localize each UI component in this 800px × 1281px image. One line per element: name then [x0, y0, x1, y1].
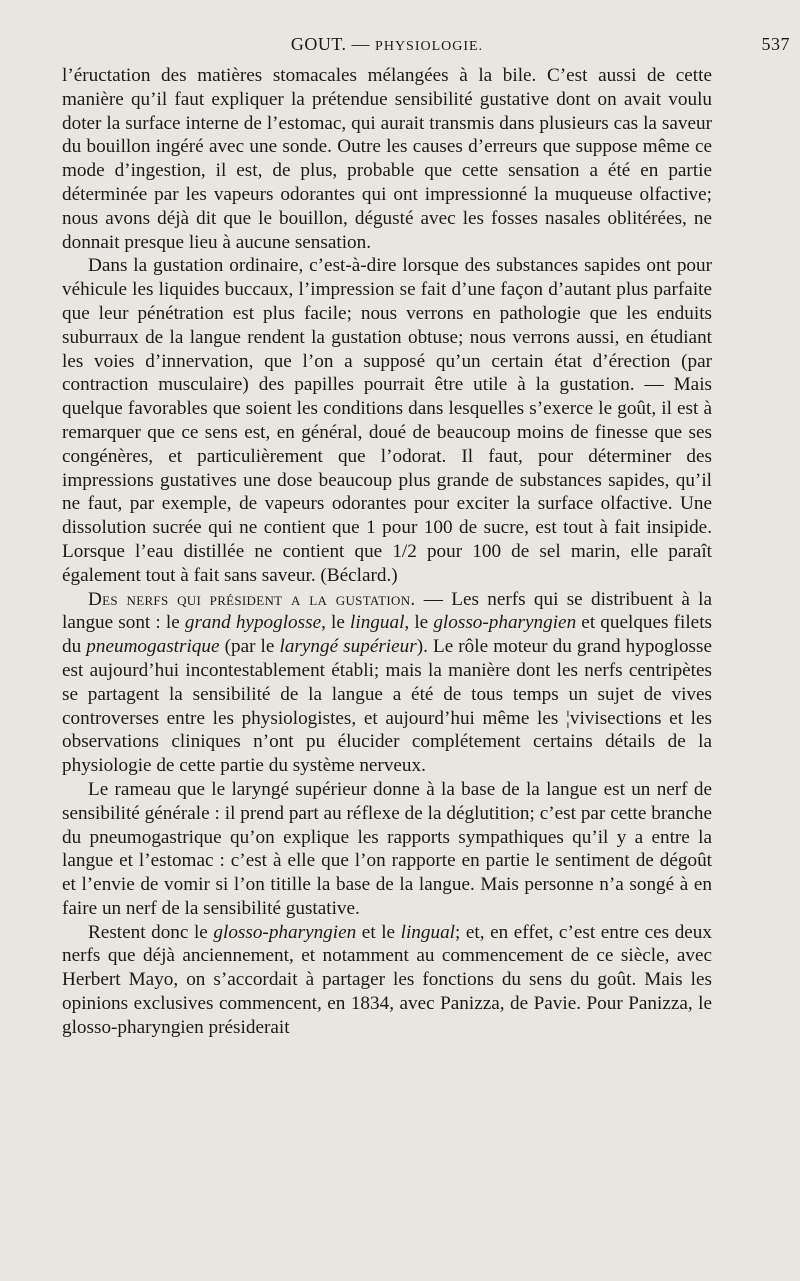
running-head — [62, 30, 790, 64]
paragraph-2: Dans la gustation ordinaire, c’est-à-dire lorsque des substances sapides ont pour véhicule les liquides buccaux, l’impression se fait d’une façon d’autant plus parfaite que leur pénétration est plus facile; nous verrons en pathologie que les enduits suburraux de la langue rendent la gustation obtuse; nous verrons aussi, en étudiant les voies d’innervation, que l’on a supposé qu’un certain état d’érection (par contraction musculaire) des papilles pourrait être utile à la gustation. — Mais quelque favorables que soient les conditions dans lesquelles s’exerce le goût, il est à remarquer que ce sens est, en général, doué de beaucoup moins de finesse que ses congénères, et particulièrement que l’odorat. Il faut, pour déterminer des impressions gustatives une dose beaucoup plus grande de substances sapides, qu’il ne faut, par exemple, de vapeurs odorantes pour exciter la surface olfactive. Une dissolution sucrée qui ne contient que 1 pour 100 de sucre, est tout à fait insipide. Lorsque l’eau distillée ne contient que 1/2 pour 100 de sel marin, elle paraît également tout à fait sans saveur. (Béclard.) — [62, 255, 712, 586]
text-run: — Les nerfs qui se distribuent à la langue sont : le — [62, 588, 712, 634]
italic-term: lingual — [400, 921, 455, 943]
text-run: ; et, en effet, c’est entre ces deux nerfs que déjà anciennement, et notamment au commencement de ce siècle, avec Herbert Mayo, on s’accordait à partager les fonctions du sens du goût. Mais les opinions exclusives commencent, en 1834, avec Panizza, de Pavie. Pour Panizza, le glosso-pharyngien présiderait — [62, 921, 712, 1038]
section-heading: Des nerfs qui président a la gustation. — [88, 588, 416, 610]
paragraph-5 — [62, 921, 712, 1040]
title-dash: — — [351, 34, 371, 54]
text-run: et quelques filets du — [62, 612, 712, 658]
title-main: GOUT. — [290, 34, 347, 54]
italic-term: lingual — [350, 612, 405, 634]
text-run: ). Le rôle moteur du grand hypoglosse est aujourd’hui incontestablement établi; mais la manière dont les nerfs centripètes se partagent la sensibilité de la langue a été de tous temps un sujet de vives controverses entre les physiologistes, et aujourd’hui même les ¦vivisections et les observations cliniques n’ont pu élucider complétement certains détails de la physiologie de cette partie du système nerveux. — [62, 636, 712, 777]
italic-term: laryngé supérieur — [279, 636, 417, 658]
italic-term: grand hypoglosse — [184, 612, 322, 634]
running-title — [62, 34, 712, 55]
italic-term: glosso-pharyngien — [433, 612, 577, 634]
paragraph-3 — [62, 588, 712, 778]
italic-term: pneumogastrique — [86, 636, 220, 658]
text-run: , le — [404, 612, 434, 634]
italic-term: glosso-pharyngien — [213, 921, 357, 943]
paragraph-1: l’éructation des matières stomacales mélangées à la bile. C’est aussi de cette manière qu’il faut expliquer la prétendue sensibilité gustative dont on avait voulu doter la surface interne de l’estomac, qui aurait transmis dans plusieurs cas la saveur du bouillon ingéré avec une sonde. Outre les causes d’erreurs que suppose même ce mode d’ingestion, il est, de plus, probable que cette sensation a été en partie déterminée par les vapeurs odorantes qui ont impressionné la muqueuse olfactive; nous avons déjà dit que le bouillon, dégusté avec les fosses nasales oblitérées, ne donnait presque lieu à aucune sensation. — [62, 65, 712, 253]
page-number: 537 — [761, 34, 790, 54]
text-run: , le — [321, 612, 351, 634]
paragraph-4: Le rameau que le laryngé supérieur donne à la base de la langue est un nerf de sensibilité générale : il prend part au réflexe de la déglutition; c’est par cette branche du pneumogastrique qu’on explique les rapports sympathiques qu’il y a entre la langue et l’estomac : c’est à elle que l’on rapporte en partie le sentiment de dégoût et l’envie de vomir si l’on titille la base de la langue. Mais personne n’a songé à en faire un nerf de la sensibilité gustative. — [62, 778, 712, 919]
text-run: (par le — [219, 636, 280, 658]
text-run: Restent donc le — [88, 921, 214, 943]
text-run: et le — [356, 921, 401, 943]
title-sub: PHYSIOLOGIE. — [375, 39, 484, 54]
